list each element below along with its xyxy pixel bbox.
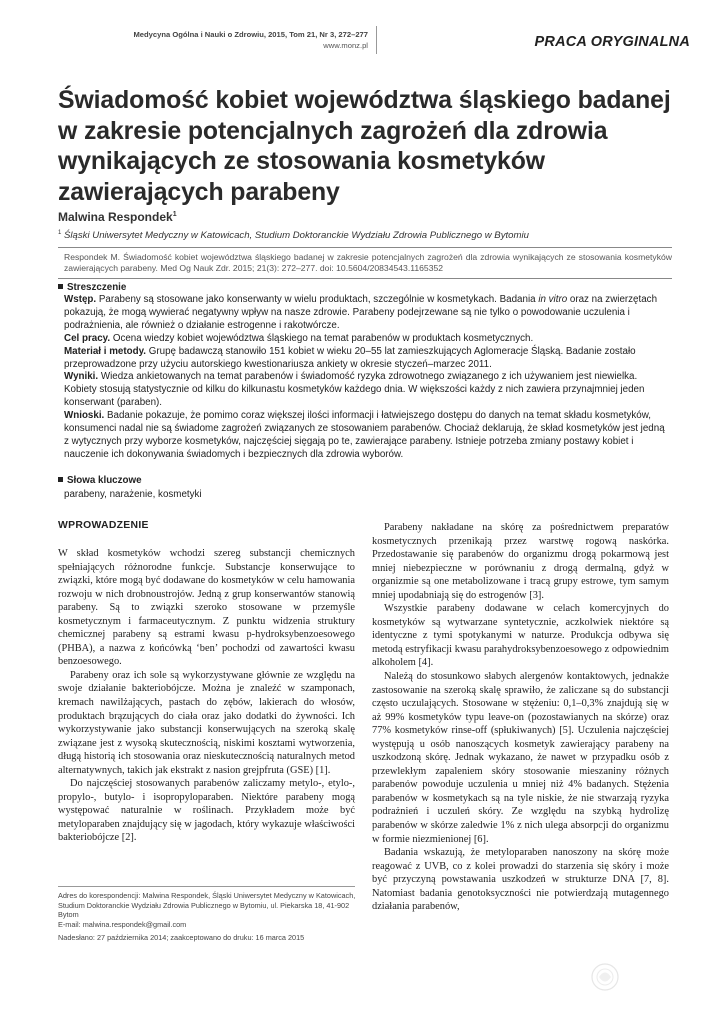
paragraph: W skład kosmetyków wchodzi szereg substancji chemicznych spełniających różnorodne funkcje. Substancje konserwujące to związki, które mogą być dodawane do kosmetyków w celu hamowania rozwoju w nich drobnoustrojów. Jedną z grup konserwantów stanowią parabeny. Są to związki szeroko stosowane w przemyśle kosmetycznym i farmaceutycznym. Z punktu widzenia struktury chemicznej parabeny są estrami kwasu p-hydroksybenzoesowego (PHBA), a nazwa z końcówką ‘ben’ pochodzi od zawartości kwasu benzoesowego. [58, 548, 355, 668]
footnote-divider [58, 886, 355, 887]
article-title: Świadomość kobiet województwa śląskiego badanej w zakresie potencjalnych zagrożeń dla zdrowia wynikających ze stosowania kosmetyków zawierających parabeny [58, 87, 671, 206]
abstract-aim-text: Ocena wiedzy kobiet województwa śląskiego na temat parabenów w produktach kosmetycznych. [110, 332, 534, 344]
abstract-conclusions [64, 410, 672, 462]
abstract-aim [64, 333, 672, 346]
abstract-body [64, 294, 672, 462]
keywords-heading [58, 475, 142, 486]
abstract-heading [58, 282, 126, 293]
paragraph: Wszystkie parabeny dodawane w celach komercyjnych do kosmetyków są wytwarzane syntetycznie, aczkolwiek niektóre są identyczne z tymi spotykanymi w naturze. Produkcja odbywa się metodą estryfikacji kwasu parahydroksybenzoesowego z odpowiednim alkoholem [4]. [372, 603, 669, 669]
affiliation-text: Śląski Uniwersytet Medyczny w Katowicach, Studium Doktoranckie Wydziału Zdrowia Publicznego w Bytomiu [64, 230, 529, 242]
article-type: PRACA ORYGINALNA [534, 34, 690, 50]
paragraph: Badania wskazują, że metyloparaben nanoszony na skórę może reagować z UVB, co z kolei prowadzi do starzenia się skóry i może być przyczyną powstawania uszkodzeń w strukturze DNA [7, 8]. Natomiast badania genotoksyczności nie potwierdzają mutagennego działania parabenów, [372, 847, 669, 913]
paragraph: Do najczęściej stosowanych parabenów zaliczamy metylo-, etylo-, propylo-, butylo- i isopropyloparaben. Niektóre parabeny mogą występować naturalnie w roślinach. Przykładem może być metyloparaben znajdujący się w jagodach, który wykazuje właściwości bakteriobójcze [2]. [58, 778, 355, 844]
journal-reference: Medycyna Ogólna i Nauki o Zdrowiu, 2015, Tom 21, Nr 3, 272–277 [133, 30, 368, 39]
abstract-conclusions-text: Badanie pokazuje, że pomimo coraz większej ilości informacji i łatwiejszego dostępu do danych na temat składu kosmetyków, konsumenci nadal nie są świadome zagrożeń związanych ze stosowaniem parabenów. Chociaż deklarują, że skład kosmetyków jest jedną z wytycznych przy wyborze kosmetyków, najczęściej sięgają po te, zawierające parabeny. Istnieje potrzeba zmiany postawy kobiet i nauczenie ich dokonywania świadomych i bezpiecznych dla zdrowia wyborów. [64, 410, 665, 460]
journal-website[interactable]: www.monz.pl [323, 41, 368, 50]
affiliation-sup: 1 [58, 230, 62, 236]
abstract-intro-label: Wstęp. [64, 294, 97, 305]
abstract-aim-label: Cel pracy. [64, 332, 111, 344]
abstract-conclusions-label: Wnioski. [64, 410, 105, 422]
abstract-results-text: Wiedza ankietowanych na temat parabenów i świadomość ryzyka zdrowotnego związanego z ich używaniem jest niewielka. Kobiety stosują statystycznie od kilku do kilkunastu kosmetyków każdego dnia. W większości każdy z nich zawiera przynajmniej jeden konserwant (paraben). [64, 371, 645, 409]
abstract-intro-text-b: oraz na zwierzętach pokazują, że mogą wywierać negatywny wpływ na nasze zdrowie. Parabeny podejrzewane są nie tylko o powodowanie uczulenia i podrażnienia, ale również o działanie estrogenne i rakotwórcze. [64, 294, 658, 331]
left-column [58, 547, 355, 845]
footnote [58, 891, 358, 943]
affiliation [58, 230, 678, 241]
author [58, 210, 177, 224]
submission-dates: Nadesłano: 27 października 2014; zaakceptowano do druku: 16 marca 2015 [58, 933, 305, 943]
correspondence-address: Adres do korespondencji: Malwina Respondek, Śląski Uniwersytet Medyczny w Katowicach, Studium Doktoranckie Wydziału Zdrowia Publicznego w Bytomiu, ul. Piekarska 18, 41-902 Bytom [58, 891, 356, 920]
square-bullet-icon [58, 284, 63, 289]
divider [58, 247, 672, 248]
section-heading: WPROWADZENIE [58, 520, 149, 531]
correspondence-email[interactable]: E-mail: malwina.respondek@gmail.com [58, 919, 187, 929]
right-column [372, 521, 669, 914]
abstract-methods [64, 346, 672, 372]
author-sup: 1 [172, 211, 177, 218]
abstract-heading-label: Streszczenie [67, 282, 127, 293]
abstract-intro-text: Parabeny są stosowane jako konserwanty w wielu produktach, szczególnie w kosmetykach. Badania [96, 294, 539, 305]
citation: Respondek M. Świadomość kobiet województwa śląskiego badanej w zakresie potencjalnych zagrożeń dla zdrowia wynikających ze stosowania kosmetyków zawierających parabeny. Med Og Nauk Zdr. 2015; 21(3): 272–277. doi: 10.5604/20834543.1165352 [64, 252, 672, 273]
abstract-methods-text: Grupę badawczą stanowiło 151 kobiet w wieku 20–55 lat zamieszkujących Aglomeracje Śląską. Badanie zostało przeprowadzone przy użyciu autorskiego kwestionariusza ankiety w okresie styczeń–marzec 2011. [64, 345, 636, 370]
abstract-results-label: Wyniki. [64, 371, 99, 383]
paragraph: Parabeny nakładane na skórę za pośrednictwem preparatów kosmetycznych przenikają przez warstwę rogową naskórka. Przedostawanie się parabenów do organizmu drogą pokarmową jest mniej niebezpieczne w porównaniu z drogą dermalną, gdyż w organizmie są one metabolizowane i tracą grupy estrowe, tym samym mniej upodabniają się do estrogenów [3]. [372, 522, 669, 601]
abstract-results [64, 371, 672, 410]
divider [58, 278, 672, 279]
keywords-text: parabeny, narażenie, kosmetyki [64, 489, 202, 500]
keywords-heading-label: Słowa kluczowe [67, 475, 142, 486]
paragraph: Należą do stosunkowo słabych alergenów kontaktowych, jednakże zastosowanie na szeroką skalę sprawiło, że zaliczane są do substancji często uczulających. Stosowane w stężeniu: 0,1–0,3% znajdują się w aż 99% kosmetyków typu leave-on (pozostawianych na skórze) oraz 77% kosmetyków rinse-off (spłukiwanych) [5]. Uczulenia najczęściej występują u osób nanoszących kosmetyk zawierający parabeny na uszkodzoną skórę. Jednak wykazano, że nawet w przypadku osób z przewlekłym zapaleniem skóry stosowanie mieszaniny różnych parabenów powoduje uczulenia u mniej niż 4% badanych. Stężenia parabenów w kosmetykach są na tyle niskie, że nie stwarzają ryzyka podrażnień i uczuleń skóry. Ze względu na szybką hydrolizę parabenów w skórze zaledwie 1% z nich ulega absorpcji do organizmu w formie niezmienionej [6]. [372, 671, 669, 845]
square-bullet-icon [58, 477, 63, 482]
paragraph: Parabeny oraz ich sole są wykorzystywane głównie ze względu na swoje działanie bakteriobójcze. Można je znaleźć w szamponach, kremach nawilżających, pastach do zębów, lakierach do włosów, produktach brązujących do ciała oraz jako dodatki do żywności. Ich wykorzystywanie jako substancji konserwujących na szeroką skalę związane jest z wysoką skutecznością, niskimi kosztami wytworzenia, długą historią ich stosowania oraz nieskutecznością naturalnych metod alternatywnych, takich jak ekstrakt z nasion grejpfruta (GSE) [1]. [58, 669, 355, 776]
header-divider [376, 26, 377, 54]
abstract-intro-italic: in vitro [538, 294, 568, 305]
watermark-logo-icon [590, 962, 620, 992]
abstract-intro [64, 294, 672, 333]
abstract-methods-label: Materiał i metody. [64, 345, 147, 357]
author-name: Malwina Respondek [58, 210, 173, 224]
